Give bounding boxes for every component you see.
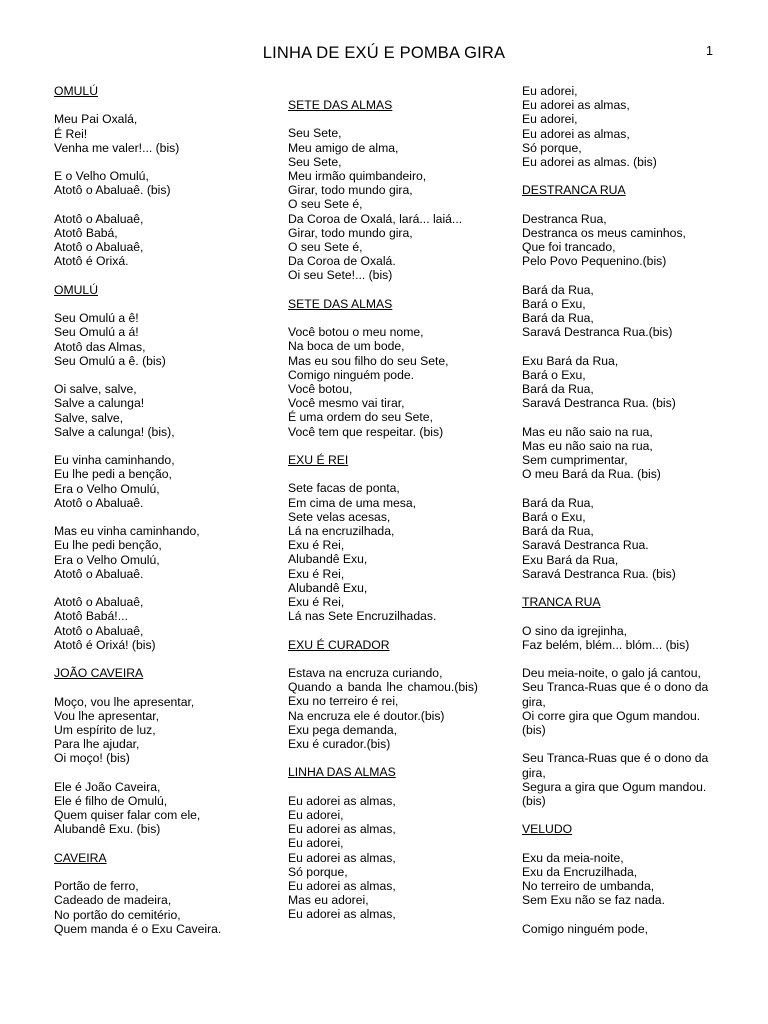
lyric-line: Eu adorei, <box>288 807 344 822</box>
lyric-line: Você botou, <box>288 381 353 396</box>
lyric-line: Mas eu adorei, <box>288 893 369 908</box>
lyric-line: Alubandê Exu, <box>288 580 368 595</box>
stanza <box>522 212 720 269</box>
lyric-line: Exu pega demanda, <box>288 722 398 737</box>
lyric-line: Eu lhe pedi benção, <box>54 538 162 553</box>
stanza <box>522 666 720 737</box>
lyric-line: Só porque, <box>522 140 582 155</box>
lyric-line: Salve a calunga! <box>54 396 145 411</box>
stanza <box>288 666 478 751</box>
song-section <box>522 84 720 169</box>
lyric-line: Era o Velho Omulú, <box>54 481 160 496</box>
lyric-line: No portão do cemitério, <box>54 907 181 922</box>
lyric-line: Destranca os meus caminhos, <box>522 225 686 240</box>
page-number: 1 <box>706 44 713 58</box>
lyric-line: Eu adorei as almas, <box>288 822 396 837</box>
lyric-line: Na boca de um bode, <box>288 339 405 354</box>
lyric-line: Atotô Babá, <box>54 225 118 240</box>
lyric-line: Bará da Rua, <box>522 382 594 397</box>
song-section <box>288 297 478 439</box>
lyric-line: Saravá Destranca Rua. (bis) <box>522 566 676 581</box>
lyric-line: Deu meia-noite, o galo já cantou, <box>522 666 701 681</box>
lyric-line: Moço, vou lhe apresentar, <box>54 694 195 709</box>
lyric-line: Girar, todo mundo gira, <box>288 225 413 240</box>
lyric-line: O sino da igrejinha, <box>522 623 628 638</box>
lyric-line: Atotô é Orixá! (bis) <box>54 637 156 652</box>
lyric-line: Girar, todo mundo gira, <box>288 183 413 198</box>
song-heading: SETE DAS ALMAS <box>288 98 393 112</box>
page-title: LINHA DE EXÚ E POMBA GIRA <box>262 44 506 62</box>
lyric-line: Saravá Destranca Rua. (bis) <box>522 396 676 411</box>
lyric-line: Destranca Rua, <box>522 211 607 226</box>
lyric-line: Eu adorei as almas, <box>288 878 396 893</box>
lyric-line: Da Coroa de Oxalá. <box>288 254 396 269</box>
lyric-line: Atotô o Abaluaê, <box>54 240 144 255</box>
stanza <box>522 496 720 581</box>
lyric-line: Exu Bará da Rua, <box>522 552 619 567</box>
lyric-line: Meu irmão quimbandeiro, <box>288 168 427 183</box>
song-section <box>288 453 478 623</box>
lyric-line: Meu amigo de alma, <box>288 140 399 155</box>
lyric-line: Bará o Exu, <box>522 509 586 524</box>
stanza <box>522 84 720 169</box>
song-heading: CAVEIRA <box>54 850 107 865</box>
lyric-line: O seu Sete é, <box>288 197 363 212</box>
lyric-line: Um espírito de luz, <box>54 722 156 737</box>
lyric-line: E o Velho Omulú, <box>54 169 149 184</box>
lyric-line: Exu é Rei, <box>288 566 345 581</box>
song-section <box>288 98 478 283</box>
lyric-line: Venha me valer!... (bis) <box>54 140 180 155</box>
lyric-line: Quando a banda lhe chamou.(bis) <box>288 680 478 695</box>
lyric-line: Em cima de uma mesa, <box>288 495 417 510</box>
stanza <box>522 283 720 340</box>
lyric-line: Para lhe ajudar, <box>54 737 140 752</box>
lyric-line: Lá nas Sete Encruzilhadas. <box>288 609 437 624</box>
lyric-line: Atotô das Almas, <box>54 339 146 354</box>
lyric-line: Que foi trancado, <box>522 240 616 255</box>
stanza <box>54 524 259 581</box>
lyric-line: Seu Sete, <box>288 154 342 169</box>
lyric-line: Seu Sete, <box>288 126 342 141</box>
lyric-line: Sem cumprimentar, <box>522 453 628 468</box>
song-section <box>522 595 720 808</box>
song-section <box>54 851 259 936</box>
lyric-line: Atotô é Orixá. <box>54 254 129 269</box>
lyric-line: Você botou o meu nome, <box>288 325 424 340</box>
lyric-line: Quem quiser falar com ele, <box>54 808 201 823</box>
lyric-line: Atotô o Abaluaê, <box>54 595 144 610</box>
lyric-line: Atotô o Abaluaê, <box>54 211 144 226</box>
stanza <box>288 325 478 439</box>
lyric-line: Oi salve, salve, <box>54 382 137 397</box>
lyric-line: Eu adorei as almas, <box>522 126 630 141</box>
lyric-line: Eu adorei as almas, <box>288 907 396 922</box>
stanza <box>522 425 720 482</box>
song-section <box>54 84 259 269</box>
stanza <box>522 354 720 411</box>
lyric-line: Eu adorei as almas, <box>522 98 630 113</box>
song-heading: EXU É REI <box>288 452 349 467</box>
lyric-line: Bará o Exu, <box>522 296 586 311</box>
lyric-line: Oi moço! (bis) <box>54 751 130 766</box>
lyric-line: Mas eu não saio na rua, <box>522 424 653 439</box>
lyric-line: Exu Bará da Rua, <box>522 353 619 368</box>
lyric-line: Eu adorei as almas, <box>288 850 396 865</box>
stanza <box>54 382 259 439</box>
lyric-line: Bará da Rua, <box>522 524 594 539</box>
stanza <box>54 311 259 368</box>
lyric-line: Sete facas de ponta, <box>288 481 400 496</box>
lyric-line: Eu vinha caminhando, <box>54 453 175 468</box>
lyric-line: Comigo ninguém pode, <box>522 921 649 936</box>
song-heading: OMULÚ <box>54 84 99 98</box>
lyric-line: Sete velas acesas, <box>288 509 391 524</box>
lyric-line: Atotô o Abaluaê, <box>54 623 144 638</box>
lyric-line: Atotô o Abaluaê. (bis) <box>54 183 171 198</box>
stanza <box>54 212 259 269</box>
song-heading: SETE DAS ALMAS <box>288 296 393 311</box>
stanza <box>522 751 720 808</box>
lyric-line: Bará o Exu, <box>522 367 586 382</box>
lyric-line: Seu Omulú a á! <box>54 325 139 340</box>
song-section <box>54 666 259 836</box>
stanza <box>54 780 259 837</box>
lyric-line: Mas eu sou filho do seu Sete, <box>288 353 449 368</box>
lyric-line: Ele é filho de Omulú, <box>54 793 168 808</box>
stanza <box>54 453 259 510</box>
lyric-line: Ele é João Caveira, <box>54 779 161 794</box>
stanza <box>54 169 259 197</box>
lyric-line: Vou lhe apresentar, <box>54 708 160 723</box>
lyric-line: Seu Tranca-Ruas que é o dono da gira, <box>522 680 709 709</box>
stanza <box>288 126 478 282</box>
song-section <box>522 822 720 936</box>
lyric-line: Exu é Rei, <box>288 538 345 553</box>
lyric-line: Exu é Rei, <box>288 594 345 609</box>
stanza <box>522 624 720 652</box>
stanza <box>288 794 478 922</box>
lyric-line: Atotô o Abaluaê. <box>54 566 144 581</box>
stanza <box>288 481 478 623</box>
lyric-line: Seu Tranca-Ruas que é o dono da gira, <box>522 751 709 780</box>
lyric-line: O seu Sete é, <box>288 240 363 254</box>
lyric-line: Bará da Rua, <box>522 311 594 326</box>
stanza <box>54 879 259 936</box>
lyric-line: Na encruza ele é doutor.(bis) <box>288 708 445 723</box>
lyric-line: Estava na encruza curiando, <box>288 665 443 680</box>
lyric-line: Só porque, <box>288 864 348 879</box>
lyric-line: Oi seu Sete!... (bis) <box>288 268 393 283</box>
lyric-line: Era o Velho Omulú, <box>54 552 160 567</box>
lyric-line: Cadeado de madeira, <box>54 893 172 908</box>
song-section <box>288 638 478 752</box>
lyric-line: Você mesmo vai tirar, <box>288 396 405 411</box>
song-section <box>288 765 478 921</box>
lyric-line: Mas eu não saio na rua, <box>522 438 653 453</box>
lyric-line: Eu adorei as almas, <box>288 793 396 808</box>
lyric-line: Eu adorei, <box>288 836 344 851</box>
lyric-line: Salve, salve, <box>54 410 124 425</box>
lyric-line: Você tem que respeitar. (bis) <box>288 424 444 439</box>
lyric-line: É Rei! <box>54 126 88 141</box>
text-column-2 <box>288 98 478 936</box>
lyric-line: Comigo ninguém pode. <box>288 367 415 382</box>
song-heading: TRANCA RUA <box>522 595 601 610</box>
lyric-line: Salve a calunga! (bis), <box>54 424 175 439</box>
lyric-line: É uma ordem do seu Sete, <box>288 410 433 425</box>
stanza <box>522 851 720 908</box>
song-heading: VELUDO <box>522 822 573 837</box>
stanza <box>54 595 259 652</box>
lyric-line: Da Coroa de Oxalá, lará... laiá... <box>288 211 463 226</box>
lyric-line: Bará da Rua, <box>522 282 594 297</box>
lyric-line: Saravá Destranca Rua.(bis) <box>522 325 673 340</box>
song-heading: JOÃO CAVEIRA <box>54 666 144 681</box>
lyric-line: Atotô o Abaluaê. <box>54 495 144 510</box>
lyric-line: O meu Bará da Rua. (bis) <box>522 467 661 482</box>
lyric-line: Exu é curador.(bis) <box>288 736 391 751</box>
lyric-line: Segura a gira que Ogum mandou. (bis) <box>522 779 707 808</box>
lyric-line: Atotô Babá!... <box>54 609 128 624</box>
lyric-line: Quem manda é o Exu Caveira. <box>54 921 222 936</box>
song-section <box>522 183 720 581</box>
lyric-line: Bará da Rua, <box>522 495 594 510</box>
lyric-line: Eu adorei, <box>522 84 578 98</box>
text-column-3 <box>522 84 720 950</box>
lyric-line: Eu lhe pedi a benção, <box>54 467 172 482</box>
song-heading: LINHA DAS ALMAS <box>288 765 396 780</box>
lyric-line: Alubandê Exu, <box>288 552 368 567</box>
lyric-line: Saravá Destranca Rua. <box>522 538 649 553</box>
lyric-line: Pelo Povo Pequenino.(bis) <box>522 254 667 269</box>
lyric-line: Exu da meia-noite, <box>522 850 624 865</box>
lyric-line: Exu da Encruzilhada, <box>522 864 638 879</box>
lyric-line: Lá na encruzilhada, <box>288 523 395 538</box>
lyric-line: Alubandê Exu. (bis) <box>54 822 161 837</box>
song-heading: OMULÚ <box>54 282 99 297</box>
song-heading: DESTRANCA RUA <box>522 183 626 198</box>
stanza <box>54 112 259 155</box>
lyric-line: Faz belém, blém... blóm... (bis) <box>522 637 690 652</box>
lyric-line: Seu Omulú a ê. (bis) <box>54 353 166 368</box>
lyric-line: Portão de ferro, <box>54 879 139 894</box>
lyric-line: Eu adorei as almas. (bis) <box>522 155 657 170</box>
stanza <box>54 695 259 766</box>
lyric-line: No terreiro de umbanda, <box>522 879 655 894</box>
lyric-line: Mas eu vinha caminhando, <box>54 524 200 539</box>
text-column-1 <box>54 84 259 950</box>
lyric-line: Eu adorei, <box>522 112 578 127</box>
lyric-line: Seu Omulú a ê! <box>54 311 139 326</box>
lyric-line: Meu Pai Oxalá, <box>54 112 138 127</box>
lyric-line: Exu no terreiro é rei, <box>288 694 399 709</box>
lyric-line: Sem Exu não se faz nada. <box>522 893 665 908</box>
song-heading: EXU É CURADOR <box>288 637 390 652</box>
stanza <box>522 922 720 936</box>
song-section <box>54 283 259 652</box>
lyric-line: Oi corre gira que Ogum mandou. (bis) <box>522 708 701 737</box>
